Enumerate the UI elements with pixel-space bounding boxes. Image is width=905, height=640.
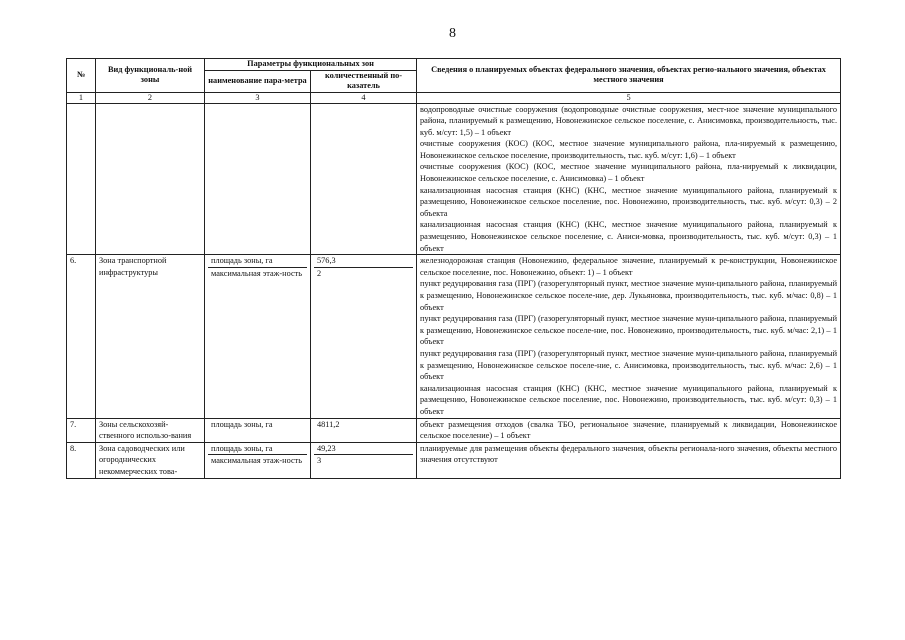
object-entry: канализационная насосная станция (КНС) (КНС, местное значение муниципального района, планируемый к размещению, Новонежинское сельское поселение, пос. Новонежино, производительность, тыс. куб. м/сут: 0,3) – 1 объект	[420, 383, 838, 416]
row-number	[67, 103, 96, 255]
col-number-1: 1	[67, 92, 96, 103]
planned-objects	[417, 418, 841, 442]
header-param-name: наименование пара-метра	[205, 70, 311, 92]
table-row	[67, 418, 841, 442]
table-row	[67, 442, 841, 478]
header-objects: Сведения о планируемых объектах федерального значения, объектах регио-нального значения, объектах местного значения	[417, 59, 841, 93]
param-value: 576,3	[314, 255, 413, 268]
param-name: максимальная этаж-ность	[211, 456, 303, 466]
param-values	[311, 255, 417, 418]
planned-objects	[417, 255, 841, 418]
header-zone-type: Вид функциональ-ной зоны	[96, 59, 205, 93]
param-value: 3	[317, 456, 322, 466]
param-name: площадь зоны, га	[211, 419, 273, 429]
object-entry: объект размещения отходов (свалка ТБО, региональное значение, планируемый к ликвидации, Новонежинское сельское поселение) – 1 объект	[420, 419, 838, 441]
page-number: 8	[449, 26, 456, 41]
row-number: 6.	[67, 255, 96, 418]
header-param-value: количественный по-казатель	[311, 70, 417, 92]
col-number-2: 2	[96, 92, 205, 103]
param-values	[311, 442, 417, 478]
object-entry: очистные сооружения (КОС) (КОС, местное значение муниципального района, пла-нируемый к размещению, Новонежинское сельское поселение, производительность, тыс. куб. м/сут: 1,6) – 1 объект	[420, 139, 838, 160]
param-names	[205, 255, 311, 418]
param-names	[205, 103, 311, 255]
object-entry: планируемые для размещения объекты федерального значения, объекты регионала-ного значения, объекты местного значения отсутствуют	[420, 443, 838, 465]
param-names	[205, 418, 311, 442]
object-entry: канализационная насосная станция (КНС) (КНС, местное значение муниципального района, планируемый к размещению, Новонежинское сельское поселение, с. Аниси-мовка, производительность, тыс. куб. м/сут: 0,3) – 1 объект	[420, 220, 838, 253]
object-entry: пункт редуцирования газа (ПРГ) (газорегуляторный пункт, местное значение муни-ципального района, планируемый к размещению, Новонежинское сельское поселе-ние, дер. Лукьяновка, производительность, тыс. куб. м/час: 0,8) – 1 объект	[420, 279, 838, 312]
param-values	[311, 103, 417, 255]
param-value: 4811,2	[317, 419, 340, 429]
table-row	[67, 255, 841, 418]
planned-objects	[417, 442, 841, 478]
param-value: 2	[317, 268, 322, 278]
planned-objects	[417, 103, 841, 255]
object-entry: пункт редуцирования газа (ПРГ) (газорегуляторный пункт, местное значение муни-ципального района, планируемый к размещению, Новонежинское сельское поселе-ние, с. Анисимовка, производительность, тыс. куб. м/час: 2,6) – 1 объект	[420, 348, 838, 382]
header-params-group: Параметры функциональных зон	[205, 59, 417, 71]
object-entry: железнодорожная станция (Новонежино, федеральное значение, планируемый к ре-конструкции, Новонежинское сельское поселение, пос. Новонежино, объект: 1) – 1 объект	[420, 256, 838, 277]
row-number: 7.	[67, 418, 96, 442]
zones-table	[66, 58, 841, 479]
param-name: максимальная этаж-ность	[211, 268, 303, 278]
param-value: 49,23	[314, 443, 413, 456]
zone-type: Зона садоводческих или огороднических некоммерческих това-	[96, 442, 205, 478]
object-entry: водопроводные очистные сооружения (водопроводные очистные сооружения, мест-ное значение муниципального района, планируемый к размещению, Новонежинское сельское поселение, с. Анисимовка, производительность, тыс. куб. м/сут: 1,5) – 1 объект	[420, 104, 838, 137]
zone-type: Зоны сельскохозяй-ственного использо-вания	[96, 418, 205, 442]
object-entry: пункт редуцирования газа (ПРГ) (газорегуляторный пункт, местное значение муни-ципального района, планируемый к размещению, Новонежинское сельское поселе-ние, пос. Новонежино, производительность, тыс. куб. м/час: 2,1) – 1 объект	[420, 314, 838, 347]
param-names	[205, 442, 311, 478]
col-number-3: 3	[205, 92, 311, 103]
table-row	[67, 103, 841, 255]
col-number-5: 5	[417, 92, 841, 103]
param-name: площадь зоны, га	[208, 255, 307, 268]
zone-type	[96, 103, 205, 255]
row-number: 8.	[67, 442, 96, 478]
zone-type: Зона транспортной инфраструктуры	[96, 255, 205, 418]
header-no: №	[67, 59, 96, 93]
object-entry: канализационная насосная станция (КНС) (КНС, местное значение муниципального района, планируемый к размещению, Новонежинское сельское поселение, пос. Новонежино, производительность, тыс. куб. м/сут: 0,3) – 2 объекта	[420, 185, 838, 218]
col-number-4: 4	[311, 92, 417, 103]
param-values	[311, 418, 417, 442]
object-entry: очистные сооружения (КОС) (КОС, местное значение муниципального района, пла-нируемый к ликвидации, Новонежинское сельское поселение, с. Анисимовка) – 1 объект	[420, 162, 838, 184]
param-name: площадь зоны, га	[208, 443, 307, 456]
